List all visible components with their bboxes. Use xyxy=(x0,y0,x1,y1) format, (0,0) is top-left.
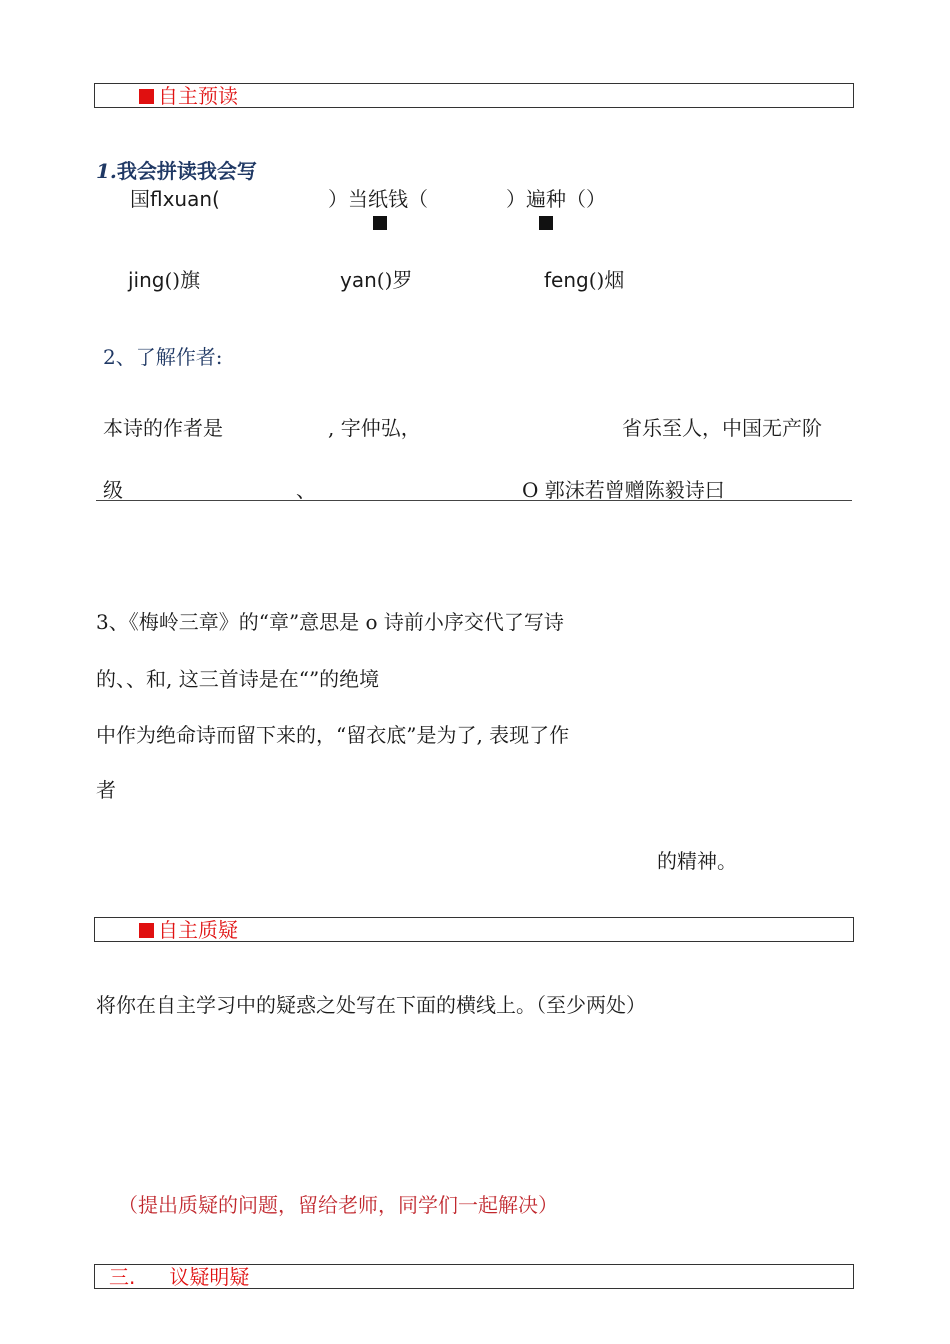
q2-line2-a: 级 xyxy=(103,478,123,502)
q2-line2-c: O 郭沫若曾赠陈毅诗曰 xyxy=(522,478,725,502)
black-square-icon xyxy=(373,216,387,230)
q2-line1-a: 本诗的作者是 xyxy=(103,416,223,440)
black-square-icon xyxy=(539,216,553,230)
red-square-icon xyxy=(139,89,154,104)
q1-word-jing: jing()旗 xyxy=(128,268,201,292)
question-instruction: 将你在自主学习中的疑惑之处写在下面的横线上。（至少两处） xyxy=(96,993,646,1017)
q2-heading: 2、了解作者: xyxy=(103,345,223,369)
q1-row1-a: 国flxuan( xyxy=(130,187,220,211)
section-box-self-question xyxy=(94,917,854,942)
section-title-three: 三. 议疑明疑 xyxy=(109,1265,250,1289)
q3-line5: 的精神。 xyxy=(657,849,737,873)
q1-row1-b: ）当纸钱（ xyxy=(328,187,428,211)
section-title-self-preview: 自主预读 xyxy=(139,85,238,107)
q2-line1-b: , 字仲弘， xyxy=(328,416,421,440)
red-square-icon xyxy=(139,923,154,938)
section-title-self-question: 自主质疑 xyxy=(139,919,238,941)
q3-line3: 中作为绝命诗而留下来的，“留衣底”是为了, 表现了作 xyxy=(96,723,570,747)
answer-underline xyxy=(96,500,852,501)
q3-line2: 的、、和, 这三首诗是在“”的绝境 xyxy=(96,667,380,691)
q1-heading: 1.我会拼读我会写 xyxy=(96,159,257,183)
q3-line1: 3、《梅岭三章》的“章”意思是 o 诗前小序交代了写诗 xyxy=(96,610,564,634)
q1-row1-c: ）遍种（） xyxy=(506,187,606,211)
q2-line2-b: 、 xyxy=(296,478,316,502)
section-box-three xyxy=(94,1264,854,1289)
section-box-self-preview xyxy=(94,83,854,108)
question-note: （提出质疑的问题，留给老师，同学们一起解决） xyxy=(118,1193,558,1217)
q1-word-feng: feng()烟 xyxy=(544,268,625,292)
q3-line4: 者 xyxy=(96,778,116,802)
q2-line1-c: 省乐至人，中国无产阶 xyxy=(622,416,822,440)
q1-word-yan: yan()罗 xyxy=(340,268,413,292)
